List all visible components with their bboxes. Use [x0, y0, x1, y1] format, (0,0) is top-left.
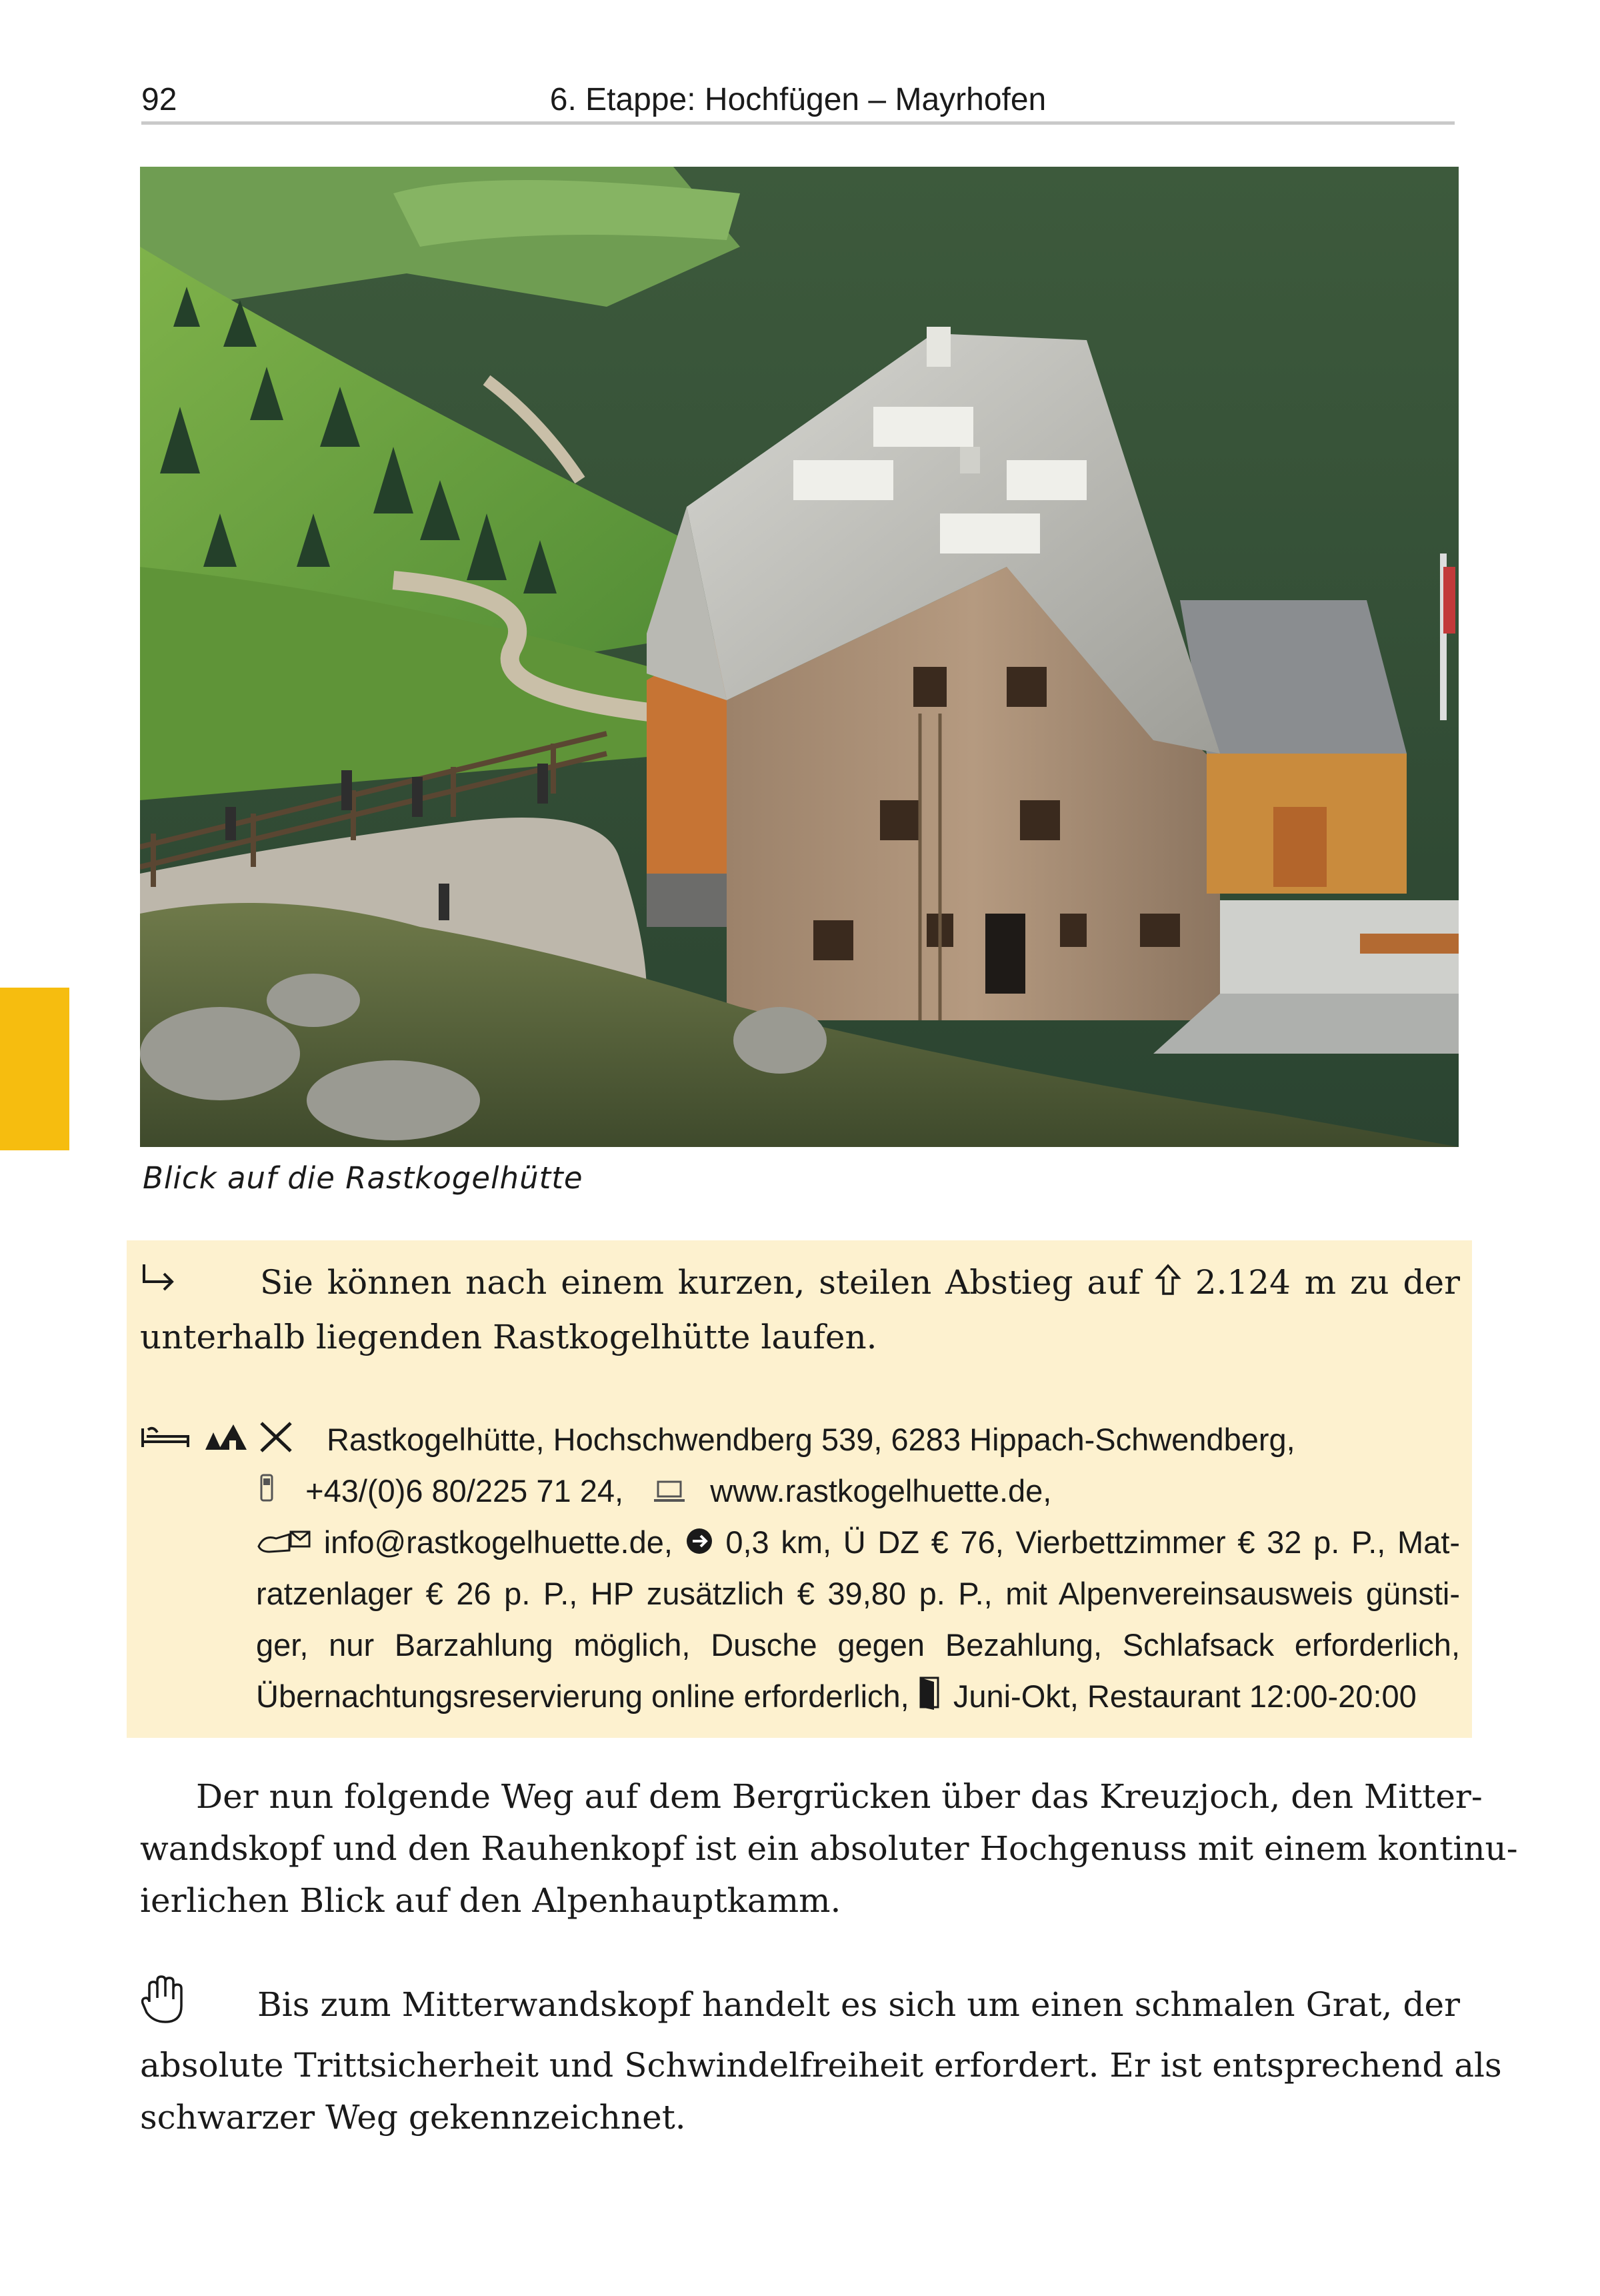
body-p2-line-3: schwarzer Weg gekennzeichnet. — [140, 2098, 686, 2137]
body-p2-line-2: absolute Trittsicherheit und Schwindelfreiheit erfordert. Er ist entsprechend als — [140, 2046, 1502, 2085]
chapter-tab — [0, 988, 69, 1150]
conditions-line — [256, 1619, 1460, 1670]
prices-line — [256, 1568, 1460, 1619]
website-link[interactable]: www.rastkogelhuette.de, — [710, 1473, 1052, 1508]
body-paragraph-1 — [140, 1771, 1518, 1927]
email-line — [256, 1516, 1460, 1570]
body-p1-line-1: Der nun folgende Weg auf dem Bergrücken über das Kreuzjoch, den Mitter- — [196, 1777, 1483, 1816]
mail-hand-icon — [256, 1519, 312, 1570]
infobox-intro-altitude: 2.124 m zu der — [1195, 1263, 1460, 1302]
photo-caption: Blick auf die Rastkogelhütte — [143, 1160, 583, 1196]
chapter-title: 6. Etappe: Hochfügen – Mayrhofen — [549, 82, 1047, 117]
turn-arrow-icon — [140, 1259, 180, 1311]
conditions-text: ger, nur Barzahlung möglich, Dusche gegen Bezahlung, Schlafsack erforderlich, — [256, 1627, 1460, 1662]
reservation-line — [256, 1670, 1460, 1725]
address-text: Rastkogelhütte, Hochschwendberg 539, 6283 Hippach-Schwendberg, — [327, 1422, 1295, 1457]
infobox-icons-row — [140, 1419, 300, 1459]
page-header — [141, 81, 1455, 121]
hand-icon — [140, 1975, 184, 2039]
infobox-intro — [140, 1256, 1460, 1363]
reservation-text: Übernachtungsreservierung online erforderlich, — [256, 1678, 909, 1714]
body-p2-text-1: Bis zum Mitterwandskopf handelt es sich um einen schmalen Grat, der — [257, 1985, 1460, 2024]
bed-icon — [140, 1423, 191, 1454]
address-line-1 — [327, 1414, 1460, 1465]
contact-line — [256, 1465, 1460, 1519]
prices-text: ratzenlager € 26 p. P., HP zusätzlich € 39,80 p. P., mit Alpenvereinsausweis günsti- — [256, 1576, 1460, 1611]
distance-prices: 0,3 km, Ü DZ € 76, Vierbettzimmer € 32 p. P., Mat- — [725, 1524, 1461, 1560]
infobox-intro-line-2: unterhalb liegenden Rastkogelhütte laufen. — [140, 1318, 877, 1356]
opening-hours: Juni-Okt, Restaurant 12:00-20:00 — [953, 1678, 1417, 1714]
page-number: 92 — [141, 82, 177, 117]
body-p1-line-2: wandskopf und den Rauhenkopf ist ein absoluter Hochgenuss mit einem kontinu- — [140, 1829, 1518, 1868]
body-paragraph-2 — [140, 1975, 1502, 2143]
hut-photo — [140, 167, 1459, 1147]
door-icon — [918, 1673, 945, 1725]
header-rule — [141, 121, 1455, 125]
phone-number: +43/(0)6 80/225 71 24, — [305, 1473, 624, 1508]
body-p1-line-3: ierlichen Blick auf den Alpenhauptkamm. — [140, 1881, 841, 1920]
mobile-phone-icon — [256, 1468, 277, 1519]
cutlery-icon — [257, 1420, 295, 1456]
hut-icon — [204, 1419, 248, 1455]
arrow-circle-icon — [685, 1519, 714, 1570]
infobox-intro-line-1 — [140, 1256, 1460, 1311]
up-arrow-icon — [1155, 1259, 1181, 1311]
email-address[interactable]: info@rastkogelhuette.de, — [323, 1524, 673, 1560]
laptop-icon — [653, 1468, 686, 1519]
infobox-intro-text-1: Sie können nach einem kurzen, steilen Abstieg auf — [260, 1263, 1141, 1302]
